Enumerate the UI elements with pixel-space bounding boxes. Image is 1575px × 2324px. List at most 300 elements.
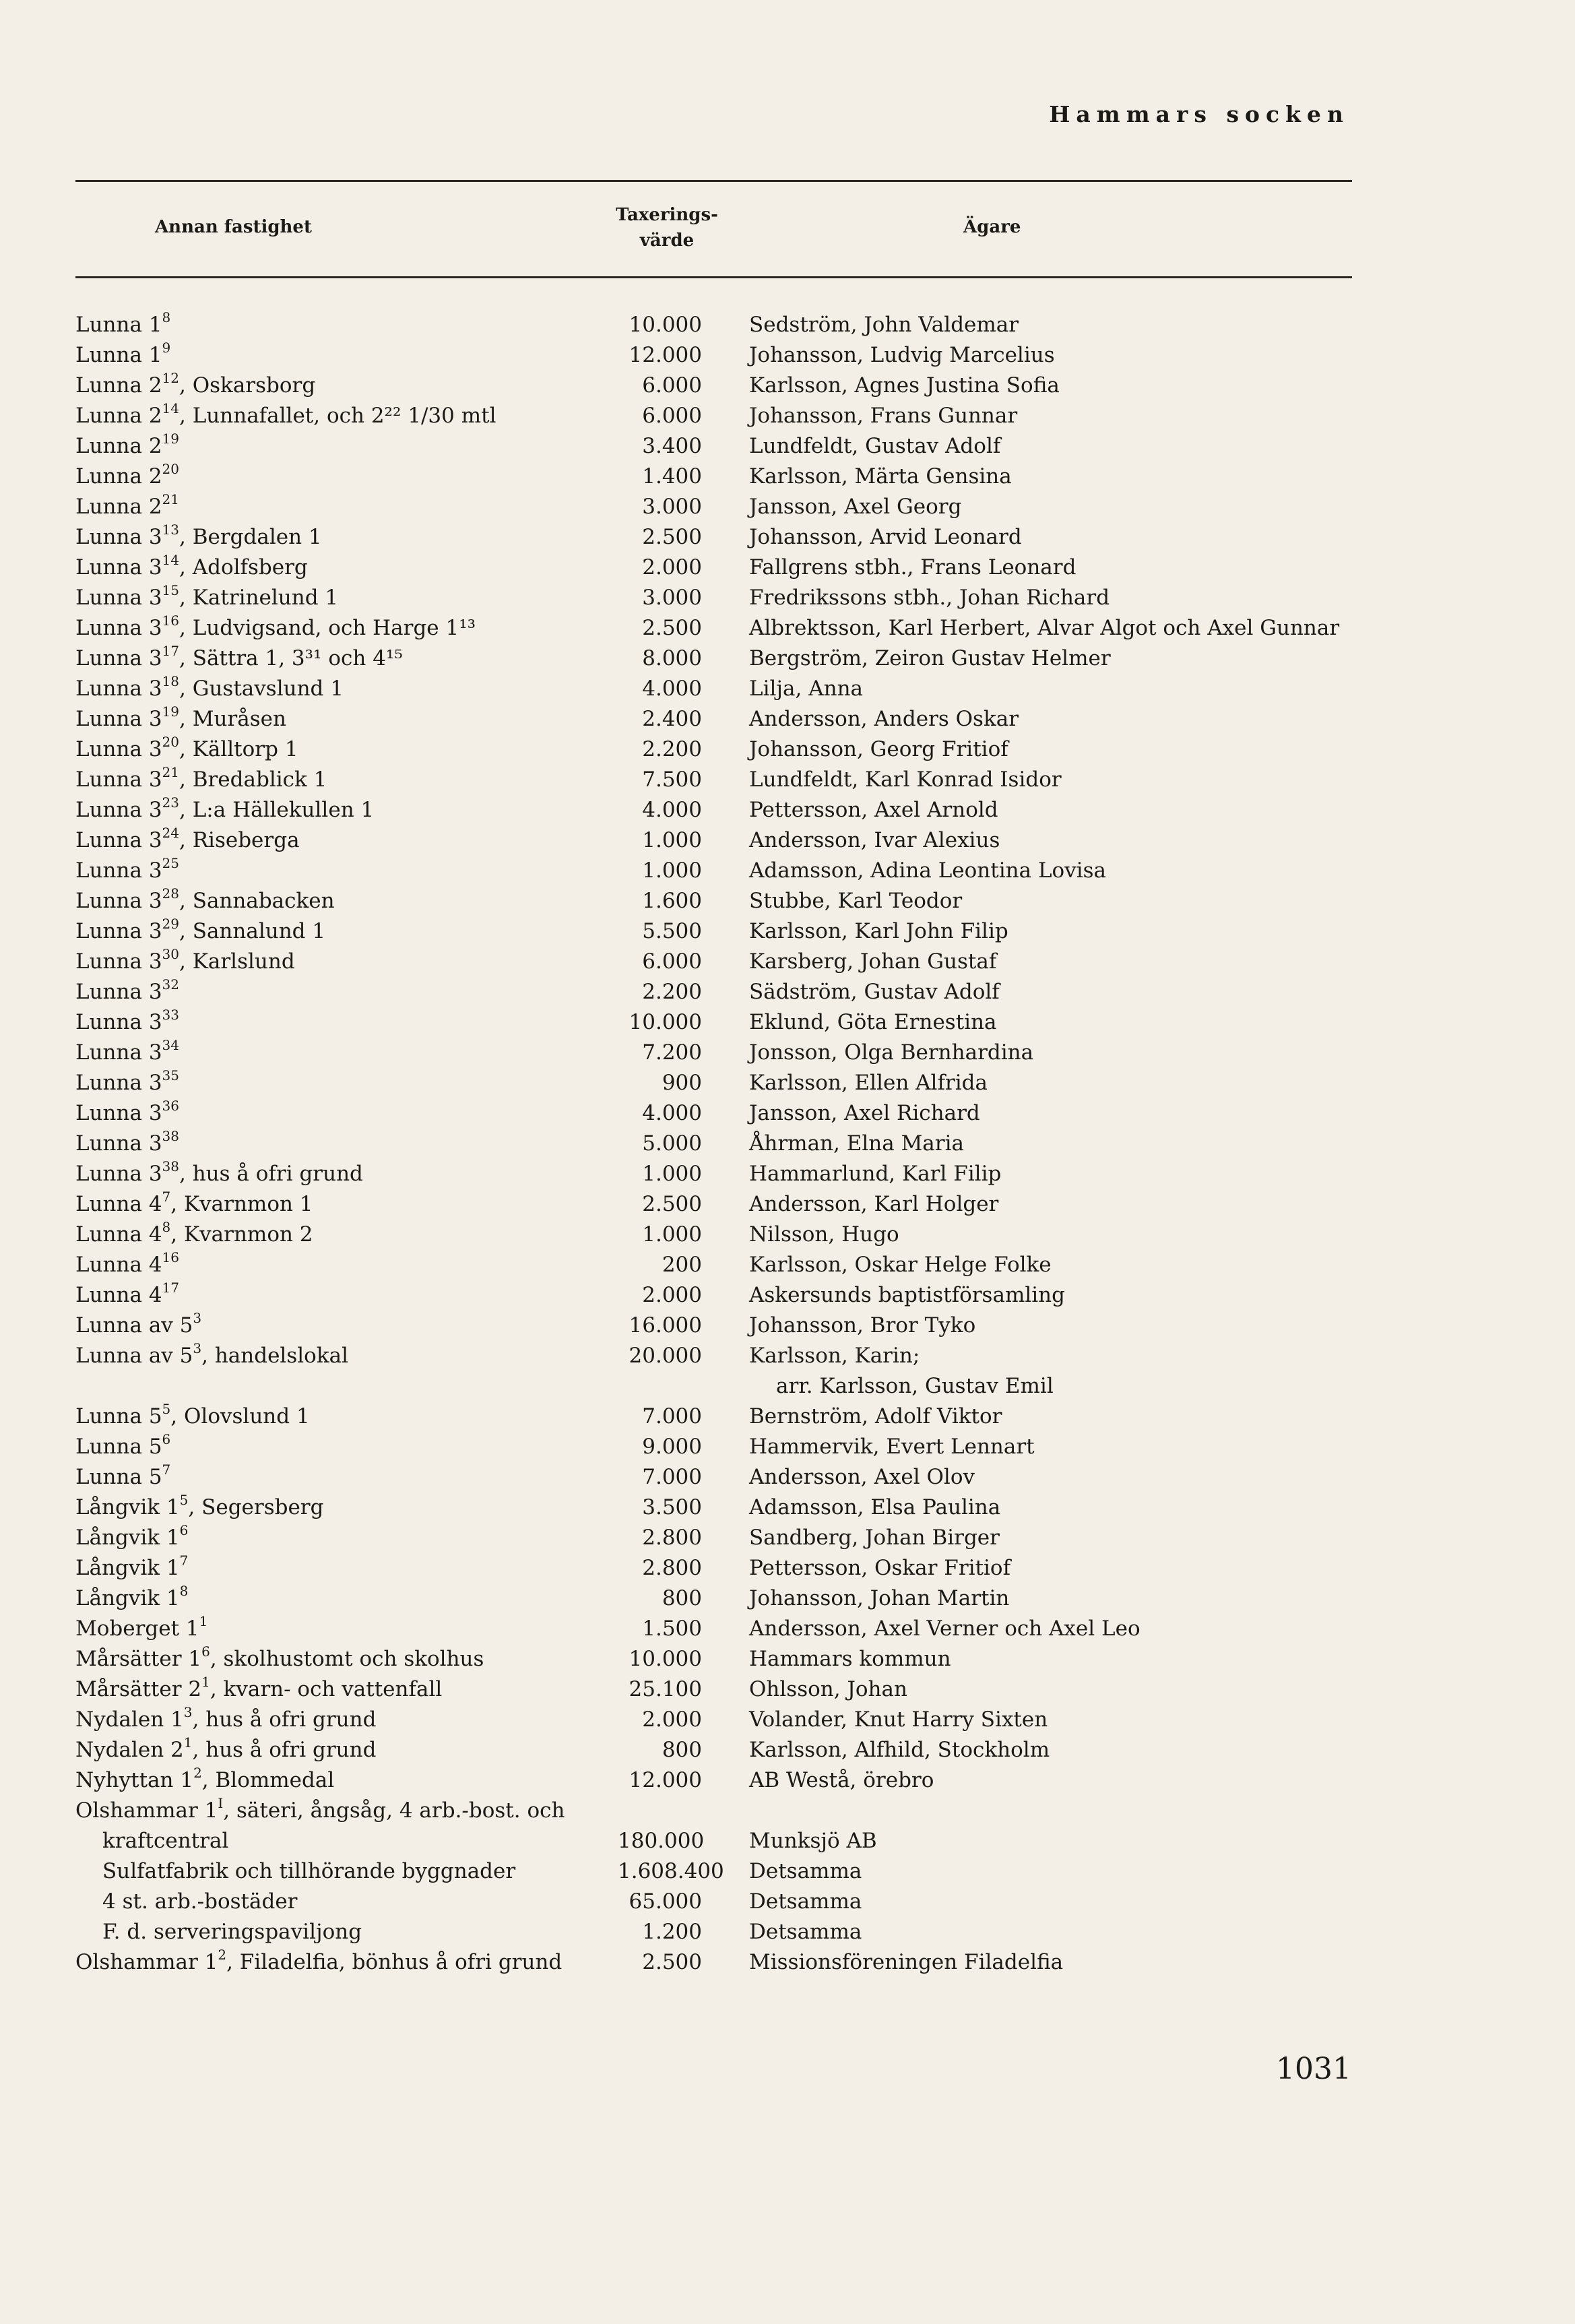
property-name: Lunna 2 bbox=[75, 404, 162, 428]
property-description: , Blommedal bbox=[201, 1768, 335, 1792]
table-row bbox=[75, 1947, 1355, 1978]
property-description: , skolhustomt och skolhus bbox=[210, 1647, 484, 1671]
property-cell bbox=[75, 1159, 618, 1189]
property-name: Olshammar 1 bbox=[75, 1798, 218, 1823]
property-description: , Sättra 1, 3³¹ och 4¹⁵ bbox=[179, 646, 403, 670]
property-sub-number: 30 bbox=[162, 945, 179, 962]
property-cell bbox=[75, 1735, 618, 1765]
property-cell bbox=[75, 795, 618, 825]
property-name: Nyhyttan 1 bbox=[75, 1768, 194, 1792]
property-cell bbox=[75, 1280, 618, 1311]
property-name: Lunna 5 bbox=[75, 1435, 162, 1459]
owner-name-continued: arr. Karlsson, Gustav Emil bbox=[776, 1374, 1054, 1398]
property-description: , Olovslund 1 bbox=[170, 1404, 310, 1428]
table-row bbox=[75, 1826, 1355, 1856]
property-cell bbox=[75, 734, 618, 765]
property-description: , Källtorp 1 bbox=[179, 737, 298, 761]
tax-value-cell: 3.400 bbox=[642, 434, 702, 458]
table-row bbox=[75, 1583, 1355, 1614]
property-sub-number: 7 bbox=[162, 1461, 171, 1478]
property-description: , Sannalund 1 bbox=[179, 919, 326, 943]
owner-cell bbox=[749, 765, 1355, 795]
property-cell bbox=[75, 1250, 618, 1280]
property-name: Lunna av 5 bbox=[75, 1344, 193, 1368]
tax-value-cell: 1.608.400 bbox=[618, 1859, 724, 1883]
table-row bbox=[75, 1402, 1355, 1432]
owner-cell bbox=[749, 1674, 1355, 1705]
property-description: , handelslokal bbox=[201, 1344, 349, 1368]
property-sub-number: 2 bbox=[218, 1946, 227, 1963]
owner-cell bbox=[749, 886, 1355, 916]
tax-value-cell: 9.000 bbox=[642, 1435, 702, 1459]
owner-cell bbox=[749, 1098, 1355, 1129]
tax-value-cell: 180.000 bbox=[618, 1829, 705, 1853]
property-cell bbox=[75, 1947, 618, 1978]
tax-value-cell: 3.000 bbox=[642, 495, 702, 519]
owner-cell bbox=[749, 856, 1355, 886]
tax-value-cell: 1.400 bbox=[642, 464, 702, 489]
property-cell bbox=[75, 1796, 618, 1826]
property-sub-number: 1 bbox=[201, 1673, 210, 1690]
property-name: Lunna 1 bbox=[75, 313, 162, 337]
table-row bbox=[75, 492, 1355, 522]
property-sub-number: 12 bbox=[162, 369, 179, 386]
tax-value-cell: 800 bbox=[662, 1586, 702, 1610]
property-sub-number: 28 bbox=[162, 885, 179, 902]
column-header-property: Annan fastighet bbox=[155, 217, 312, 237]
property-cell bbox=[75, 553, 618, 583]
owner-name: Hammarlund, Karl Filip bbox=[749, 1162, 1002, 1186]
owner-cell bbox=[749, 1341, 1355, 1402]
property-table bbox=[75, 310, 1355, 1978]
property-cell bbox=[75, 1493, 618, 1523]
owner-name: Missionsföreningen Filadelfia bbox=[749, 1950, 1064, 1974]
property-name: Lunna 1 bbox=[75, 343, 162, 367]
tax-value-cell: 25.100 bbox=[629, 1677, 702, 1701]
tax-value-cell: 7.000 bbox=[642, 1465, 702, 1489]
owner-cell bbox=[749, 1159, 1355, 1189]
property-name: F. d. serveringspaviljong bbox=[102, 1920, 362, 1944]
table-row bbox=[75, 825, 1355, 856]
property-cell bbox=[75, 1341, 618, 1371]
tax-value-cell: 2.000 bbox=[642, 1707, 702, 1732]
tax-value-cell: 6.000 bbox=[642, 373, 702, 398]
owner-cell bbox=[749, 674, 1355, 704]
property-description: , Gustavslund 1 bbox=[179, 677, 344, 701]
property-name: Lunna 3 bbox=[75, 767, 162, 792]
property-cell bbox=[75, 1523, 618, 1553]
property-description: , kvarn- och vattenfall bbox=[210, 1677, 443, 1701]
tax-value-cell: 1.000 bbox=[642, 828, 702, 852]
tax-value-cell: 2.000 bbox=[642, 555, 702, 579]
property-sub-number: 7 bbox=[162, 1188, 171, 1205]
table-row bbox=[75, 1432, 1355, 1462]
property-name: Lunna 3 bbox=[75, 616, 162, 640]
tax-value-cell: 10.000 bbox=[629, 1010, 702, 1034]
property-name: Lunna 3 bbox=[75, 1071, 162, 1095]
tax-value-cell: 2.500 bbox=[642, 1950, 702, 1974]
owner-cell bbox=[749, 1129, 1355, 1159]
property-name: Lunna 4 bbox=[75, 1253, 162, 1277]
property-name: 4 st. arb.-bostäder bbox=[102, 1889, 298, 1914]
table-row bbox=[75, 1098, 1355, 1129]
property-sub-number: 3 bbox=[183, 1703, 193, 1720]
property-name: Lunna 3 bbox=[75, 1162, 162, 1186]
property-sub-number: 20 bbox=[162, 733, 179, 750]
property-name: Lunna 3 bbox=[75, 677, 162, 701]
property-name: Lunna 4 bbox=[75, 1192, 162, 1216]
property-cell bbox=[75, 856, 618, 886]
owner-cell bbox=[749, 916, 1355, 947]
property-cell bbox=[75, 1098, 618, 1129]
table-row bbox=[75, 1614, 1355, 1644]
property-name: Långvik 1 bbox=[75, 1556, 180, 1580]
property-name: Moberget 1 bbox=[75, 1616, 199, 1641]
property-sub-number: 5 bbox=[179, 1491, 189, 1508]
tax-value-cell: 8.000 bbox=[642, 646, 702, 670]
table-row bbox=[75, 1553, 1355, 1583]
property-description: , Ludvigsand, och Harge 1¹³ bbox=[179, 616, 476, 640]
property-sub-number: 8 bbox=[162, 309, 171, 325]
property-name: Lunna 3 bbox=[75, 919, 162, 943]
owner-name: Lundfeldt, Gustav Adolf bbox=[749, 434, 1001, 458]
property-cell bbox=[75, 1856, 618, 1887]
owner-name: Sandberg, Johan Birger bbox=[749, 1526, 1000, 1550]
property-sub-number: 35 bbox=[162, 1067, 179, 1084]
tax-value-cell: 2.800 bbox=[642, 1526, 702, 1550]
owner-name: Johansson, Arvid Leonard bbox=[749, 525, 1022, 549]
property-name: kraftcentral bbox=[102, 1829, 229, 1853]
owner-name: Detsamma bbox=[749, 1920, 862, 1944]
owner-cell bbox=[749, 1462, 1355, 1493]
tax-value-cell: 4.000 bbox=[642, 1101, 702, 1125]
owner-name: Jansson, Axel Richard bbox=[749, 1101, 980, 1125]
property-name: Lunna 3 bbox=[75, 858, 162, 883]
owner-name: Karlsson, Karin; bbox=[749, 1344, 920, 1368]
owner-cell bbox=[749, 1493, 1355, 1523]
owner-cell bbox=[749, 1583, 1355, 1614]
owner-name: Bergström, Zeiron Gustav Helmer bbox=[749, 646, 1111, 670]
owner-name: Johansson, Johan Martin bbox=[749, 1586, 1010, 1610]
property-sub-number: 32 bbox=[162, 976, 179, 993]
owner-cell bbox=[749, 1432, 1355, 1462]
owner-cell bbox=[749, 310, 1355, 340]
owner-name: Andersson, Karl Holger bbox=[749, 1192, 999, 1216]
owner-cell bbox=[749, 1280, 1355, 1311]
property-sub-number: 25 bbox=[162, 854, 179, 871]
property-cell bbox=[75, 1311, 618, 1341]
owner-cell bbox=[749, 492, 1355, 522]
tax-value-cell: 12.000 bbox=[629, 1768, 702, 1792]
owner-name: Munksjö AB bbox=[749, 1829, 877, 1853]
table-row bbox=[75, 1159, 1355, 1189]
property-description: , hus å ofri grund bbox=[192, 1738, 377, 1762]
table-row bbox=[75, 643, 1355, 674]
tax-value-cell: 10.000 bbox=[629, 313, 702, 337]
owner-cell bbox=[749, 401, 1355, 431]
tax-value-cell: 2.500 bbox=[642, 1192, 702, 1216]
property-name: Lunna 2 bbox=[75, 495, 162, 519]
property-name: Lunna 3 bbox=[75, 980, 162, 1004]
owner-name: Jansson, Axel Georg bbox=[749, 495, 962, 519]
owner-name: Johansson, Bror Tyko bbox=[749, 1313, 976, 1338]
owner-cell bbox=[749, 734, 1355, 765]
tax-value-cell: 20.000 bbox=[629, 1344, 702, 1368]
property-sub-number: 33 bbox=[162, 1006, 179, 1023]
owner-name: Karlsson, Agnes Justina Sofia bbox=[749, 373, 1060, 398]
table-row bbox=[75, 371, 1355, 401]
page-number: 1031 bbox=[1276, 2052, 1351, 2086]
property-description: , Bergdalen 1 bbox=[179, 525, 322, 549]
table-row bbox=[75, 947, 1355, 977]
table-row bbox=[75, 1735, 1355, 1765]
property-name: Lunna 3 bbox=[75, 737, 162, 761]
property-sub-number: 14 bbox=[162, 551, 179, 568]
owner-name: Fredrikssons stbh., Johan Richard bbox=[749, 586, 1110, 610]
property-cell bbox=[75, 1553, 618, 1583]
table-row bbox=[75, 401, 1355, 431]
property-sub-number: 14 bbox=[162, 400, 179, 416]
tax-value-cell: 6.000 bbox=[642, 949, 702, 974]
owner-cell bbox=[749, 1189, 1355, 1220]
owner-name: Karlsson, Karl John Filip bbox=[749, 919, 1008, 943]
owner-cell bbox=[749, 1250, 1355, 1280]
table-row bbox=[75, 462, 1355, 492]
property-cell bbox=[75, 825, 618, 856]
property-sub-number: 17 bbox=[162, 642, 179, 659]
property-name: Lunna 5 bbox=[75, 1404, 162, 1428]
tax-value-cell: 200 bbox=[662, 1253, 702, 1277]
table-row bbox=[75, 795, 1355, 825]
property-name: Lunna 4 bbox=[75, 1283, 162, 1307]
property-cell bbox=[75, 431, 618, 462]
owner-name: Jonsson, Olga Bernhardina bbox=[749, 1040, 1034, 1065]
property-cell bbox=[75, 1583, 618, 1614]
property-cell bbox=[75, 977, 618, 1007]
running-head: Hammars socken bbox=[1049, 101, 1349, 127]
owner-name: Eklund, Göta Ernestina bbox=[749, 1010, 997, 1034]
tax-value-cell: 1.200 bbox=[642, 1920, 702, 1944]
column-header-owner: Ägare bbox=[963, 217, 1021, 237]
table-row bbox=[75, 704, 1355, 734]
tax-value-cell: 2.400 bbox=[642, 707, 702, 731]
owner-cell bbox=[749, 613, 1355, 643]
property-description: , Bredablick 1 bbox=[179, 767, 327, 792]
property-name: Långvik 1 bbox=[75, 1526, 180, 1550]
property-sub-number: 21 bbox=[162, 763, 179, 780]
table-row bbox=[75, 1674, 1355, 1705]
property-sub-number: 17 bbox=[162, 1279, 179, 1296]
table-row bbox=[75, 1644, 1355, 1674]
owner-cell bbox=[749, 1765, 1355, 1796]
property-name: Sulfatfabrik och tillhörande byggnader bbox=[102, 1859, 516, 1883]
property-sub-number: 5 bbox=[162, 1400, 171, 1417]
table-row bbox=[75, 1220, 1355, 1250]
table-row bbox=[75, 916, 1355, 947]
property-name: Lunna 2 bbox=[75, 464, 162, 489]
tax-value-cell: 65.000 bbox=[629, 1889, 702, 1914]
owner-cell bbox=[749, 825, 1355, 856]
property-name: Lunna 3 bbox=[75, 525, 162, 549]
tax-value-cell: 5.000 bbox=[642, 1131, 702, 1156]
owner-name: Fallgrens stbh., Frans Leonard bbox=[749, 555, 1076, 579]
property-cell bbox=[75, 583, 618, 613]
property-name: Nydalen 1 bbox=[75, 1707, 184, 1732]
property-sub-number: 7 bbox=[179, 1552, 189, 1569]
property-sub-number: 1 bbox=[183, 1734, 193, 1751]
tax-value-cell: 6.000 bbox=[642, 404, 702, 428]
property-cell bbox=[75, 492, 618, 522]
property-cell bbox=[75, 1765, 618, 1796]
property-sub-number: 38 bbox=[162, 1158, 179, 1174]
property-sub-number: 38 bbox=[162, 1127, 179, 1144]
property-name: Långvik 1 bbox=[75, 1586, 180, 1610]
property-description: , Adolfsberg bbox=[179, 555, 308, 579]
header-rule-bottom bbox=[75, 276, 1352, 278]
property-cell bbox=[75, 340, 618, 371]
property-name: Lunna 3 bbox=[75, 1010, 162, 1034]
owner-name: Stubbe, Karl Teodor bbox=[749, 889, 963, 913]
property-sub-number: 34 bbox=[162, 1036, 179, 1053]
tax-value-cell: 5.500 bbox=[642, 919, 702, 943]
table-row bbox=[75, 1705, 1355, 1735]
table-row bbox=[75, 1189, 1355, 1220]
property-sub-number: 21 bbox=[162, 491, 179, 507]
table-row bbox=[75, 1917, 1355, 1947]
owner-name: Detsamma bbox=[749, 1859, 862, 1883]
property-cell bbox=[75, 916, 618, 947]
owner-cell bbox=[749, 1614, 1355, 1644]
tax-value-cell: 3.500 bbox=[642, 1495, 702, 1519]
owner-name: Karlsson, Ellen Alfrida bbox=[749, 1071, 988, 1095]
property-cell bbox=[75, 1189, 618, 1220]
column-header-tax-line2: värde bbox=[639, 230, 695, 251]
owner-cell bbox=[749, 1887, 1355, 1917]
property-sub-number: 8 bbox=[179, 1582, 189, 1599]
property-description: , Segersberg bbox=[188, 1495, 324, 1519]
property-sub-number: 13 bbox=[162, 521, 179, 538]
tax-value-cell: 900 bbox=[662, 1071, 702, 1095]
owner-cell bbox=[749, 1038, 1355, 1068]
property-description: , Sannabacken bbox=[179, 889, 335, 913]
table-row bbox=[75, 340, 1355, 371]
property-cell bbox=[75, 1038, 618, 1068]
property-description: , Lunnafallet, och 2²² 1/30 mtl bbox=[179, 404, 496, 428]
property-cell bbox=[75, 1462, 618, 1493]
tax-value-cell: 1.600 bbox=[642, 889, 702, 913]
property-name: Lunna 3 bbox=[75, 646, 162, 670]
tax-value-cell: 2.200 bbox=[642, 737, 702, 761]
property-description: , L:a Hällekullen 1 bbox=[179, 798, 375, 822]
owner-cell bbox=[749, 1523, 1355, 1553]
property-description: , Katrinelund 1 bbox=[179, 586, 339, 610]
owner-name: Bernström, Adolf Viktor bbox=[749, 1404, 1002, 1428]
property-sub-number: 9 bbox=[162, 339, 171, 356]
table-row bbox=[75, 886, 1355, 916]
tax-value-cell: 800 bbox=[662, 1738, 702, 1762]
property-sub-number: 6 bbox=[201, 1643, 210, 1660]
property-cell bbox=[75, 1614, 618, 1644]
property-cell bbox=[75, 371, 618, 401]
owner-name: Hammars kommun bbox=[749, 1647, 951, 1671]
property-sub-number: 18 bbox=[162, 672, 179, 689]
table-row bbox=[75, 1887, 1355, 1917]
property-description: , Muråsen bbox=[179, 707, 286, 731]
property-sub-number: 2 bbox=[193, 1764, 202, 1781]
property-cell bbox=[75, 462, 618, 492]
owner-cell bbox=[749, 553, 1355, 583]
tax-value-cell: 2.200 bbox=[642, 980, 702, 1004]
owner-name: Karlsson, Märta Gensina bbox=[749, 464, 1012, 489]
table-row bbox=[75, 522, 1355, 553]
property-name: Lunna 3 bbox=[75, 1131, 162, 1156]
property-cell bbox=[75, 1402, 618, 1432]
owner-name: Johansson, Georg Fritiof bbox=[749, 737, 1008, 761]
property-description: , Kvarnmon 1 bbox=[170, 1192, 313, 1216]
property-description: , Kvarnmon 2 bbox=[170, 1222, 313, 1247]
tax-value-cell: 1.000 bbox=[642, 1222, 702, 1247]
property-name: Lunna 3 bbox=[75, 798, 162, 822]
owner-cell bbox=[749, 977, 1355, 1007]
table-row bbox=[75, 583, 1355, 613]
table-row bbox=[75, 1523, 1355, 1553]
property-description: , Karlslund bbox=[179, 949, 295, 974]
property-cell bbox=[75, 674, 618, 704]
table-row bbox=[75, 1462, 1355, 1493]
table-row bbox=[75, 553, 1355, 583]
table-row bbox=[75, 856, 1355, 886]
owner-name: Karsberg, Johan Gustaf bbox=[749, 949, 997, 974]
property-name: Mårsätter 1 bbox=[75, 1647, 202, 1671]
property-sub-number: 23 bbox=[162, 794, 179, 811]
tax-value-cell: 2.800 bbox=[642, 1556, 702, 1580]
owner-cell bbox=[749, 1947, 1355, 1978]
property-sub-number: 15 bbox=[162, 582, 179, 598]
property-cell bbox=[75, 1129, 618, 1159]
table-row bbox=[75, 1068, 1355, 1098]
property-name: Lunna 3 bbox=[75, 828, 162, 852]
owner-name: Hammervik, Evert Lennart bbox=[749, 1435, 1035, 1459]
property-description: , Riseberga bbox=[179, 828, 300, 852]
table-row bbox=[75, 1038, 1355, 1068]
property-sub-number: 19 bbox=[162, 430, 179, 447]
table-row bbox=[75, 1129, 1355, 1159]
owner-cell bbox=[749, 1735, 1355, 1765]
tax-value-cell: 4.000 bbox=[642, 677, 702, 701]
table-row bbox=[75, 1796, 1355, 1826]
column-header-tax-value bbox=[593, 202, 741, 253]
owner-cell bbox=[749, 1311, 1355, 1341]
owner-cell bbox=[749, 431, 1355, 462]
property-sub-number: I bbox=[218, 1794, 224, 1811]
owner-cell bbox=[749, 1068, 1355, 1098]
table-row bbox=[75, 1765, 1355, 1796]
property-sub-number: 16 bbox=[162, 1249, 179, 1265]
owner-cell bbox=[749, 947, 1355, 977]
property-cell bbox=[75, 765, 618, 795]
property-cell bbox=[75, 704, 618, 734]
tax-value-cell: 2.000 bbox=[642, 1283, 702, 1307]
property-name: Lunna 3 bbox=[75, 1101, 162, 1125]
owner-name: Sädström, Gustav Adolf bbox=[749, 980, 1000, 1004]
table-row bbox=[75, 431, 1355, 462]
owner-cell bbox=[749, 371, 1355, 401]
property-name: Lunna 3 bbox=[75, 707, 162, 731]
table-row bbox=[75, 1311, 1355, 1341]
property-sub-number: 8 bbox=[162, 1218, 171, 1235]
owner-name: Detsamma bbox=[749, 1889, 862, 1914]
owner-name: Åhrman, Elna Maria bbox=[749, 1131, 965, 1156]
